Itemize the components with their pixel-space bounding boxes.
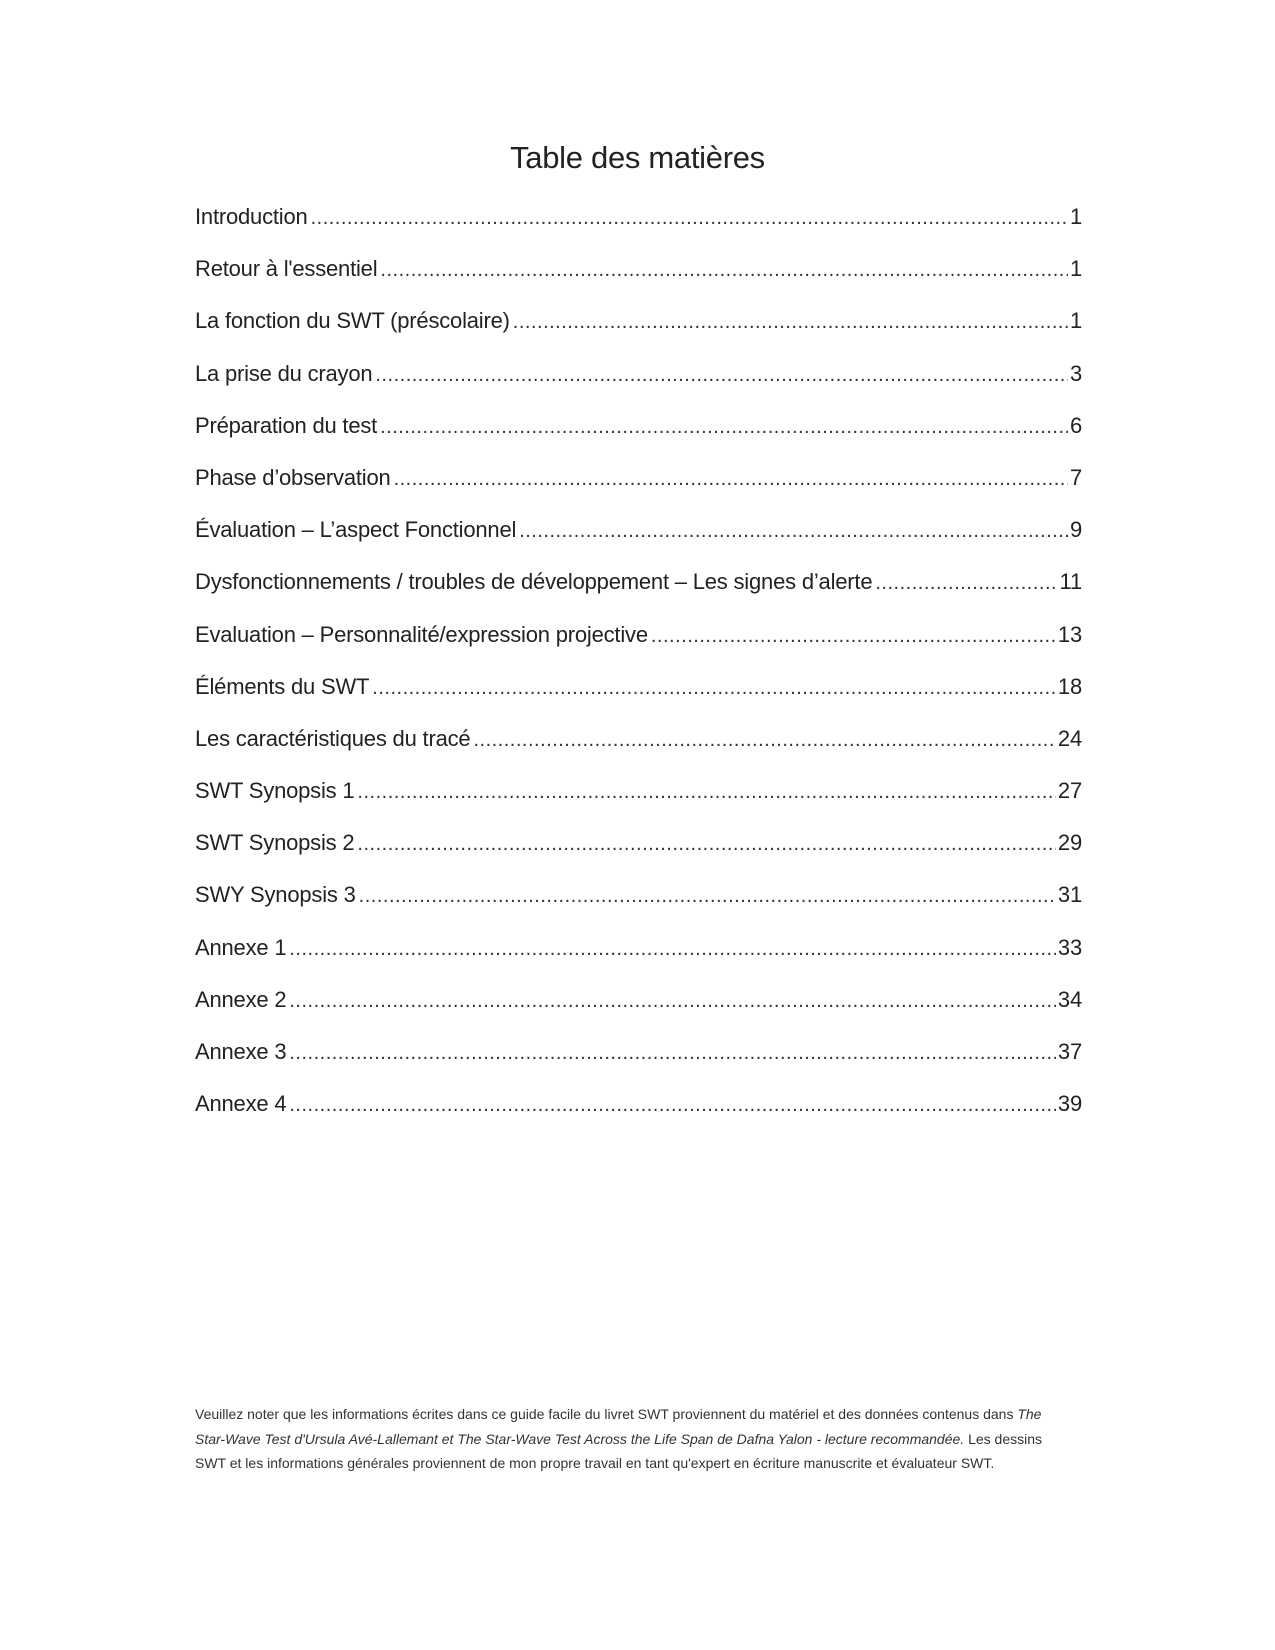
toc-dot-leader: [513, 311, 1068, 334]
toc-entry[interactable]: [195, 361, 1082, 413]
toc-dot-leader: [311, 207, 1068, 230]
toc-entry-page: 1: [1069, 256, 1082, 282]
toc-dot-leader: [394, 468, 1068, 491]
toc-dot-leader: [519, 520, 1068, 543]
toc-entry-page: 39: [1057, 1091, 1082, 1117]
toc-entry-label: Les caractéristiques du tracé: [195, 725, 471, 751]
toc-dot-leader: [359, 885, 1056, 908]
toc-dot-leader: [289, 1094, 1056, 1117]
toc-entry-page: 3: [1069, 360, 1082, 386]
toc-dot-leader: [380, 259, 1068, 282]
toc-entry-page: 6: [1069, 412, 1082, 438]
toc-entry-page: 18: [1057, 673, 1082, 699]
toc-dot-leader: [651, 625, 1056, 648]
toc-dot-leader: [289, 990, 1056, 1013]
toc-entry[interactable]: [195, 256, 1082, 308]
toc-entry-label: Dysfonctionnements / troubles de développement – Les signes d’alerte: [195, 569, 873, 595]
toc-dot-leader: [372, 677, 1056, 700]
toc-entry-label: Annexe 1: [195, 934, 287, 960]
toc-entry[interactable]: [195, 674, 1082, 726]
toc-entry[interactable]: [195, 830, 1082, 882]
toc-dot-leader: [375, 364, 1068, 387]
toc-dot-leader: [473, 729, 1055, 752]
toc-entry[interactable]: [195, 308, 1082, 360]
toc-entry-page: 7: [1069, 464, 1082, 490]
toc-entry-page: 13: [1057, 621, 1082, 647]
toc-entry-page: 37: [1057, 1039, 1082, 1064]
toc-entry-page: 34: [1057, 986, 1082, 1012]
toc-entry[interactable]: [195, 882, 1082, 934]
toc-title: Table des matières: [510, 140, 765, 175]
toc-entry-label: Annexe 3: [195, 1039, 287, 1064]
toc-entry-page: 24: [1057, 725, 1082, 751]
toc-entry-label: Phase d’observation: [195, 464, 391, 490]
toc-entry-label: Annexe 2: [195, 986, 287, 1012]
footnote-text: Veuillez noter que les informations écrites dans ce guide facile du livret SWT proviennent du matériel et des données contenus dans: [195, 1406, 1018, 1422]
footnote: [195, 1402, 1075, 1476]
toc-entry-page: 27: [1057, 778, 1082, 804]
toc-dot-leader: [357, 781, 1056, 804]
toc-entry[interactable]: [195, 622, 1082, 674]
toc-dot-leader: [357, 833, 1056, 856]
toc-entry-page: 29: [1057, 830, 1082, 856]
toc-entry[interactable]: [195, 778, 1082, 830]
toc-entry-page: 11: [1059, 569, 1082, 595]
toc-entry-label: SWT Synopsis 1: [195, 778, 355, 804]
toc-entry-label: Introduction: [195, 204, 308, 229]
toc-entry-label: La fonction du SWT (préscolaire): [195, 308, 510, 334]
toc-entry[interactable]: [195, 1039, 1082, 1091]
toc-entry[interactable]: [195, 413, 1082, 465]
toc-entry-label: SWT Synopsis 2: [195, 830, 355, 856]
toc-entry-page: 1: [1069, 204, 1082, 229]
footnote-text-continued: Les dessins SWT et les informations générales proviennent de mon propre travail en tant qu'expert en écriture manuscrite et évaluateur SWT.: [195, 1430, 1043, 1471]
table-of-contents: [195, 204, 1082, 1143]
toc-entry-label: Éléments du SWT: [195, 673, 370, 699]
toc-entry-page: 1: [1069, 308, 1082, 334]
toc-entry-page: 31: [1057, 882, 1082, 908]
toc-entry-page: 9: [1069, 517, 1082, 543]
toc-entry[interactable]: [195, 517, 1082, 569]
toc-entry[interactable]: [195, 569, 1082, 621]
toc-entry[interactable]: [195, 465, 1082, 517]
toc-entry-label: La prise du crayon: [195, 360, 373, 386]
toc-dot-leader: [875, 572, 1057, 595]
toc-dot-leader: [289, 1042, 1056, 1065]
toc-entry-label: Retour à l'essentiel: [195, 256, 378, 282]
toc-entry-label: Évaluation – L’aspect Fonctionnel: [195, 517, 517, 543]
footnote-reference-italic: The Star-Wave Test d'Ursula Avé-Lallemant et The Star-Wave Test Across the Life Span de Dafna Yalon - lecture recommandée.: [195, 1406, 1042, 1447]
toc-entry-label: Annexe 4: [195, 1091, 287, 1117]
toc-entry-label: Préparation du test: [195, 412, 378, 438]
toc-entry[interactable]: [195, 204, 1082, 256]
toc-entry[interactable]: [195, 1091, 1082, 1143]
toc-entry[interactable]: [195, 987, 1082, 1039]
toc-entry[interactable]: [195, 726, 1082, 778]
toc-entry-label: SWY Synopsis 3: [195, 882, 356, 908]
toc-dot-leader: [289, 938, 1056, 961]
toc-entry-page: 33: [1057, 934, 1082, 960]
toc-entry-label: Evaluation – Personnalité/expression projective: [195, 621, 648, 647]
toc-entry[interactable]: [195, 935, 1082, 987]
toc-dot-leader: [380, 416, 1068, 439]
